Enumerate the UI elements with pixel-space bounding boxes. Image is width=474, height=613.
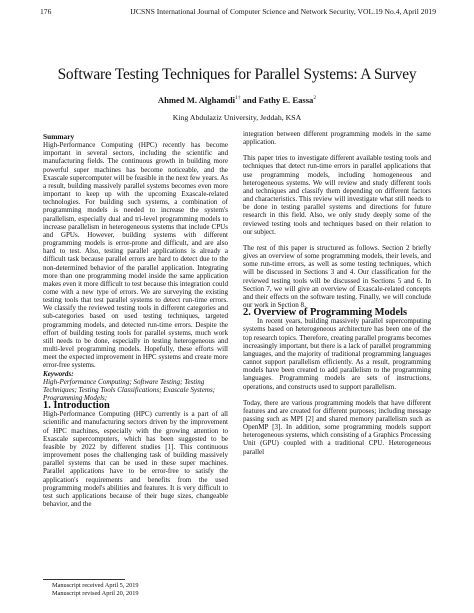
affiliation: King Abdulaziz University, Jeddah, KSA — [172, 113, 302, 122]
summary-heading: Summary — [43, 132, 75, 141]
intro-paragraph-2: This paper tries to investigate different available testing tools and techniques that detect run-time errors in parallel applications that use programming models, including homogeneous and heterogeneous systems. We will review and study different tools and techniques and classify them depending on different factors and characteristics. This review will investigate what still needs to be done in testing parallel systems and directions for future research in this field. Also, we only study deeply some of the reviewed testing tools and techniques based on their relation to our subject. — [243, 154, 431, 236]
keywords-text: High-Performance Computing; Software Testing; Testing Techniques; Testing Tools Classifications; Exascale Systems; Programming Models; — [43, 377, 216, 402]
section-1-heading: 1. Introduction — [43, 400, 110, 412]
section-1-text: High-Performance Computing (HPC) currently is a part of all scientific and manufacturing sectors driven by the improvement of HPC machines, especially with the growing attention to Exascale supercomputers, which has been suggested to be feasible by 2022 by different studies [1]. This continuous improvement poses the challenging task of building massively parallel systems that can be used in these super machines. Parallel applications have to be error-free to satisfy the application's requirements and benefits from the used programming model's abilities and features. It is very difficult to test such applications because of their huge sizes, changeable behavior, and the — [43, 410, 228, 509]
author-2-mark: 2 — [313, 95, 317, 102]
intro-paragraph-3: The rest of this paper is structured as follows. Section 2 briefly gives an overview of some programming models, their levels, and some run-time errors, as well as some testing techniques, which will be discussed in Sections 3 and 4. Our classification for the reviewed testing tools will be discussed in Sections 5 and 6. In Section 7, we will give an overview of Exascale-related concepts and their effects on the software testing. Finally, we will conclude our work in Section 8. — [243, 243, 431, 309]
author-1: Ahmed M. Alghamdi — [157, 95, 235, 105]
author-conjunction: and — [242, 95, 257, 105]
author-2: Fathy E. Eassa — [258, 95, 314, 105]
keywords-heading: Keywords: — [43, 369, 74, 378]
intro-continuation: integration between different programming models in the same application. — [243, 130, 431, 147]
page-number: 176 — [40, 7, 52, 16]
right-column — [243, 130, 431, 456]
manuscript-revised: Manuscript revised April 20, 2019 — [52, 589, 139, 597]
left-column — [43, 133, 228, 508]
running-header — [40, 7, 436, 19]
manuscript-received: Manuscript received April 5, 2019 — [52, 582, 139, 589]
footnote-rule — [43, 579, 125, 580]
author-line — [0, 95, 474, 105]
footnotes — [52, 582, 139, 597]
section-2-paragraph-2: Today, there are various programming models that have different features and are created for different purposes; including message passing such as MPI [2] and shared memory parallelism such as OpenMP [3]. In addition, some programming models support heterogeneous systems, which consisting of a Graphics Processing Unit (GPU) coupled with a traditional CPU. Heterogeneous parallel — [243, 398, 431, 456]
paper-title: Software Testing Techniques for Parallel Systems: A Survey — [57, 66, 417, 83]
author-1-mark: 1† — [235, 95, 241, 102]
journal-title: IJCSNS International Journal of Computer Science and Network Security, VOL.19 No.4, April 2019 — [130, 7, 436, 16]
section-2-heading: 2. Overview of Programming Models — [243, 307, 408, 319]
section-2-paragraph-1: In recent years, building massively parallel supercomputing systems based on heterogeneous architecture has been one of the top research topics. Therefore, creating parallel programs becomes increasingly important, but there is a lack of parallel programming languages, and the majority of traditional programming languages cannot support parallelism efficiently. As a result, programming models have been created to add parallelism to the programming languages. Programming models are sets of instructions, operations, and constructs used to support parallelism. — [243, 317, 431, 391]
summary-text: High-Performance Computing (HPC) recently has become important in several sectors, including the scientific and manufacturing fields. The continuous growth in building more powerful super machines has become noticeable, and the Exascale supercomputer will be feasible in the next few years. As a result, building massively parallel systems becomes even more important to keep up with the upcoming Exascale-related technologies. For building such systems, a combination of programming models is needed to increase the system's parallelism, especially dual and tri-level programming models to increase parallelism in heterogeneous systems that include CPUs and GPUs. However, building systems with different programming models is error-prone and difficult, and are also hard to test. Also, testing parallel applications is already a difficult task because parallel errors are hard to detect due to the non-determined behavior of the parallel application. Integrating more than one programming model inside the same application makes even it more difficult to test because this integration could come with a new type of errors. We are surveying the existing testing tools that test parallel systems to detect run-time errors. We classify the reviewed testing tools in different categories and sub-categories based on used testing techniques, targeted programming models, and detected run-time errors. Despite the effort of building testing tools for parallel systems, much work still needs to be done, especially in testing heterogeneous and multi-level programming models. Hopefully, these efforts will meet the expected improvement in HPC systems and create more error-free systems. — [43, 141, 228, 370]
